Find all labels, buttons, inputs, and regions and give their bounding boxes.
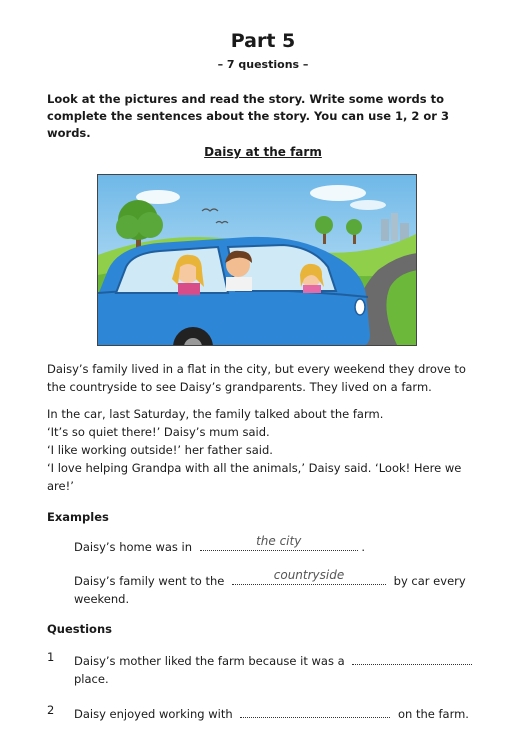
question-1-answer-field[interactable] bbox=[352, 650, 472, 665]
example-1-answer-line bbox=[200, 536, 358, 551]
example-1-period: . bbox=[361, 540, 366, 554]
instructions: Look at the pictures and read the story. Write some words to complete the sentences about the story. You can use 1, 2 or 3 words. bbox=[47, 92, 449, 140]
example-2-line2: weekend. bbox=[74, 592, 130, 606]
questions-heading: Questions bbox=[47, 622, 112, 636]
story-paragraph-1: Daisy’s family lived in a flat in the city, but every weekend they drove to the countryside to see Daisy’s grandparents. They lived on a farm. bbox=[47, 362, 466, 394]
car-family-illustration bbox=[98, 175, 417, 346]
example-2-answer-line bbox=[232, 570, 386, 585]
question-1 bbox=[74, 650, 474, 688]
page-title: Part 5 bbox=[230, 30, 296, 52]
question-1-text: Daisy’s mother liked the farm because it was a bbox=[74, 654, 345, 668]
examples-heading: Examples bbox=[47, 510, 109, 524]
story-line: In the car, last Saturday, the family talked about the farm. bbox=[47, 407, 384, 421]
example-2-text-end: by car every bbox=[393, 574, 466, 588]
question-2-number: 2 bbox=[47, 703, 55, 717]
example-2-answer: countryside bbox=[273, 568, 345, 582]
story-line: ‘I love helping Grandpa with all the animals,’ Daisy said. ‘Look! Here we are!’ bbox=[47, 461, 462, 493]
example-2 bbox=[74, 570, 474, 608]
example-2-text: Daisy’s family went to the bbox=[74, 574, 225, 588]
question-2-text: Daisy enjoyed working with bbox=[74, 707, 233, 721]
story-paragraph-2 bbox=[47, 405, 477, 495]
question-2-text-end: on the farm. bbox=[397, 707, 469, 721]
example-1 bbox=[74, 536, 365, 556]
story-title: Daisy at the farm bbox=[204, 145, 322, 159]
question-2 bbox=[74, 703, 474, 723]
example-1-text: Daisy’s home was in bbox=[74, 540, 193, 554]
question-2-answer-field[interactable] bbox=[240, 703, 390, 718]
story-illustration bbox=[97, 174, 417, 346]
question-1-line2: place. bbox=[74, 672, 109, 686]
story-line: ‘I like working outside!’ her father said. bbox=[47, 443, 273, 457]
example-1-answer: the city bbox=[256, 534, 302, 548]
story-line: ‘It’s so quiet there!’ Daisy’s mum said. bbox=[47, 425, 270, 439]
question-1-number: 1 bbox=[47, 650, 55, 664]
question-count: – 7 questions – bbox=[217, 58, 309, 71]
